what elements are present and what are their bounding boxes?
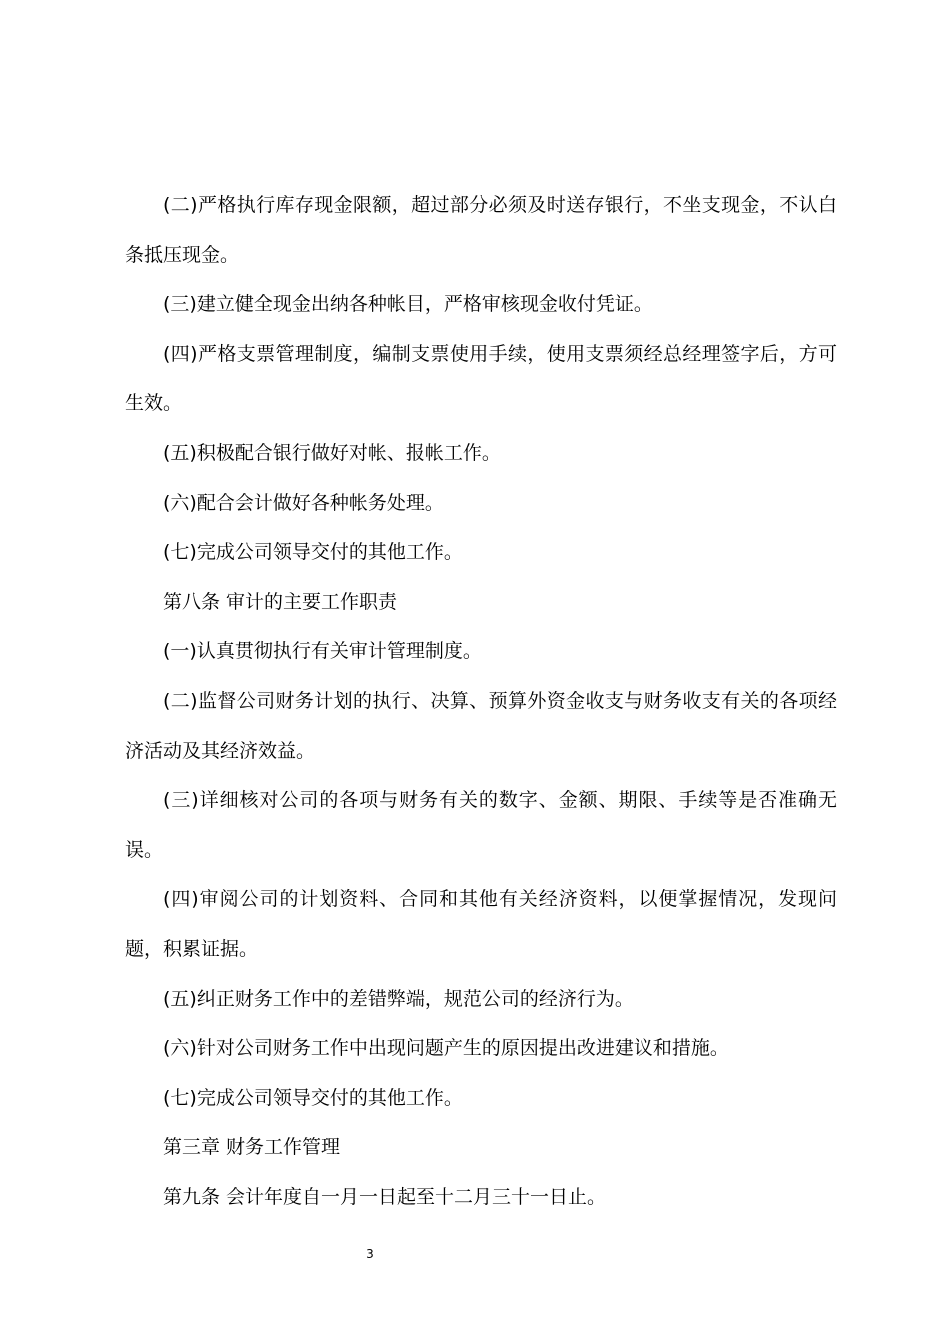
paragraph-audit-system: (一)认真贯彻执行有关审计管理制度。: [163, 640, 482, 663]
paragraph-other-tasks-audit: (七)完成公司领导交付的其他工作。: [163, 1086, 463, 1109]
chapter-three-heading: 第三章 财务工作管理: [163, 1136, 341, 1159]
paragraph-other-tasks-cashier: (七)完成公司领导交付的其他工作。: [163, 541, 463, 564]
paragraph-audit-supervision: (二)监督公司财务计划的执行、决算、预算外资金收支与财务收支有关的各项经济活动及其经济效益。: [125, 689, 837, 762]
paragraph-bank-reconciliation: (五)积极配合银行做好对帐、报帐工作。: [163, 441, 501, 464]
paragraph-check-management: (四)严格支票管理制度，编制支票使用手续，使用支票须经总经理签字后，方可生效。: [125, 342, 837, 415]
page-number: 3: [366, 1247, 374, 1261]
paragraph-cash-limit: (二)严格执行库存现金限额，超过部分必须及时送存银行，不坐支现金，不认白条抵压现金。: [125, 194, 837, 266]
paragraph-cash-accounts: (三)建立健全现金出纳各种帐目，严格审核现金收付凭证。: [163, 293, 653, 316]
article-eight-heading: 第八条 审计的主要工作职责: [163, 590, 398, 613]
article-nine-text: 第九条 会计年度自一月一日起至十二月三十一日止。: [163, 1185, 607, 1208]
paragraph-audit-suggestions: (六)针对公司财务工作中出现问题产生的原因提出改进建议和措施。: [163, 1037, 729, 1060]
paragraph-audit-verification: (三)详细核对公司的各项与财务有关的数字、金额、期限、手续等是否准确无误。: [125, 789, 837, 861]
paragraph-audit-review: (四)审阅公司的计划资料、合同和其他有关经济资料，以便掌握情况，发现问题，积累证据。: [125, 888, 837, 960]
paragraph-accounting-support: (六)配合会计做好各种帐务处理。: [163, 491, 444, 514]
paragraph-audit-correction: (五)纠正财务工作中的差错弊端，规范公司的经济行为。: [163, 987, 634, 1010]
document-body: [125, 181, 837, 1222]
